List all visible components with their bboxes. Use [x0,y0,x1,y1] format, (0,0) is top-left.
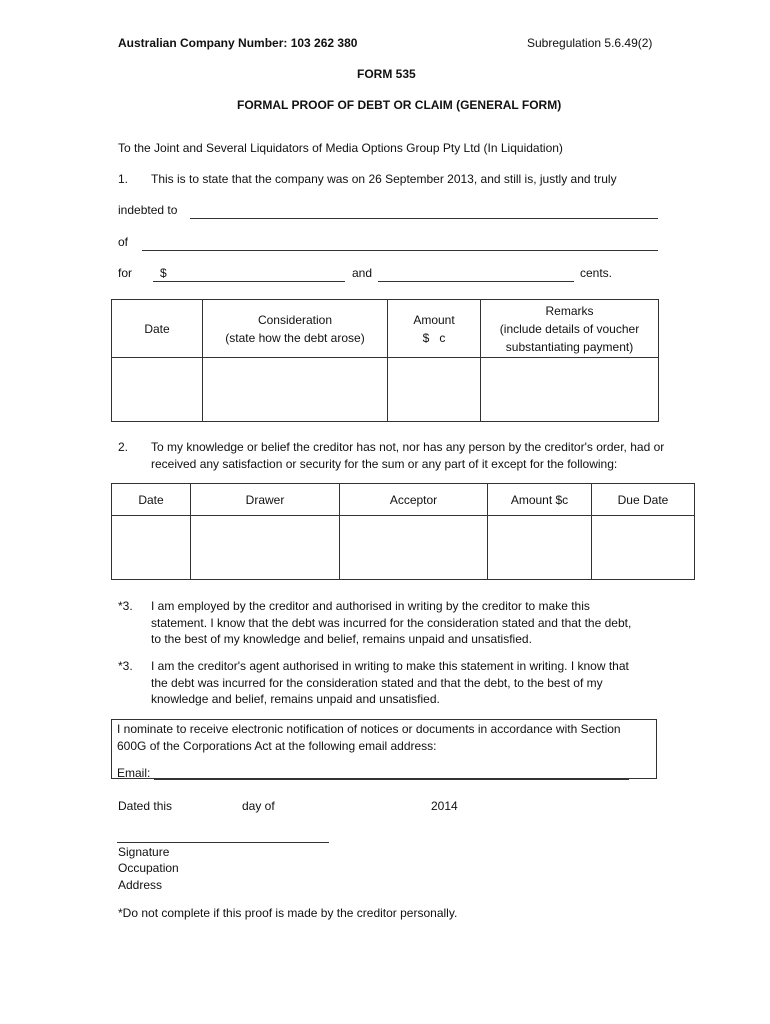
table-header-row [112,300,659,358]
cents-label: cents. [580,266,613,280]
header-due-date: Due Date [592,484,695,516]
cell-acceptor[interactable] [340,516,488,580]
header-date: Date [112,484,191,516]
and-label: and [352,266,373,280]
section3a-number: *3. [118,599,133,613]
section3b-text [151,658,629,708]
header-acceptor: Acceptor [340,484,488,516]
signature-label: Signature [118,845,170,859]
cell-consideration[interactable] [203,358,388,422]
email-field[interactable] [154,779,629,780]
indebted-to-label: indebted to [118,203,178,217]
section3a-text [151,598,631,648]
table-row [112,516,695,580]
cell-remarks[interactable] [481,358,659,422]
section3b-line2: the debt was incurred for the consideration stated and that the debt, to the best of my [151,675,603,690]
header-remarks-line2: (include details of voucher [499,321,640,336]
section3a-line1: I am employed by the creditor and authorised in writing by the creditor to make this [151,599,590,613]
dated-this-label: Dated this [118,799,173,813]
header-consideration-line1: Consideration [257,312,333,327]
section1-number: 1. [118,172,129,186]
email-nomination-text [117,721,621,754]
signature-line[interactable] [117,842,329,843]
cell-date[interactable] [112,358,203,422]
section3b-line1: I am the creditor's agent authorised in writing to make this statement in writing. I know that [151,659,629,673]
cell-date[interactable] [112,516,191,580]
subregulation: Subregulation 5.6.49(2) [527,36,653,50]
of-label: of [118,235,129,249]
header-amount [388,300,481,358]
debt-details-table [111,299,659,422]
year-label: 2014 [431,799,458,813]
table-header-row [112,484,695,516]
section2-text [151,439,664,472]
section3b-line3: knowledge and belief, remains unpaid and unsatisfied. [151,692,440,706]
email-nomination-line1: I nominate to receive electronic notification of notices or documents in accordance with Section [117,722,621,736]
company-number: Australian Company Number: 103 262 380 [118,36,358,50]
section2-number: 2. [118,440,129,454]
form-title: FORMAL PROOF OF DEBT OR CLAIM (GENERAL FORM) [237,98,562,112]
form-number: FORM 535 [357,67,416,81]
header-amount-line2: $ c [422,330,446,345]
section2-line1: To my knowledge or belief the creditor has not, nor has any person by the creditor's order, had or [151,440,665,454]
addressee: To the Joint and Several Liquidators of Media Options Group Pty Ltd (In Liquidation) [118,141,563,155]
header-amount: Amount $c [488,484,592,516]
section1-text: This is to state that the company was on 26 September 2013, and still is, justly and truly [151,172,617,186]
cell-due-date[interactable] [592,516,695,580]
dollar-sign: $ [160,266,167,280]
of-field[interactable] [142,250,658,251]
address-label: Address [118,878,163,892]
for-label: for [118,266,133,280]
cell-amount[interactable] [388,358,481,422]
header-consideration [203,300,388,358]
header-remarks [481,300,659,358]
dollars-field[interactable] [153,281,345,282]
email-label: Email: [117,766,151,780]
header-amount-line1: Amount [413,312,455,327]
email-nomination-line2: 600G of the Corporations Act at the following email address: [117,738,437,753]
footnote: *Do not complete if this proof is made by the creditor personally. [118,906,458,920]
cell-drawer[interactable] [191,516,340,580]
securities-table [111,483,695,580]
indebted-to-field[interactable] [190,218,658,219]
header-consideration-line2: (state how the debt arose) [225,330,365,345]
header-remarks-line1: Remarks [545,303,594,318]
header-date: Date [112,300,203,358]
section3a-line3: to the best of my knowledge and belief, remains unpaid and unsatisfied. [151,632,532,646]
day-of-label: day of [242,799,275,813]
occupation-label: Occupation [118,861,179,875]
cell-amount[interactable] [488,516,592,580]
section3b-number: *3. [118,659,133,673]
cents-field[interactable] [378,281,574,282]
section3a-line2: statement. I know that the debt was incurred for the consideration stated and that the debt, [151,615,632,630]
header-remarks-line3: substantiating payment) [505,339,634,354]
header-drawer: Drawer [191,484,340,516]
section2-line2: received any satisfaction or security for the sum or any part of it except for the following: [151,456,618,471]
table-row [112,358,659,422]
